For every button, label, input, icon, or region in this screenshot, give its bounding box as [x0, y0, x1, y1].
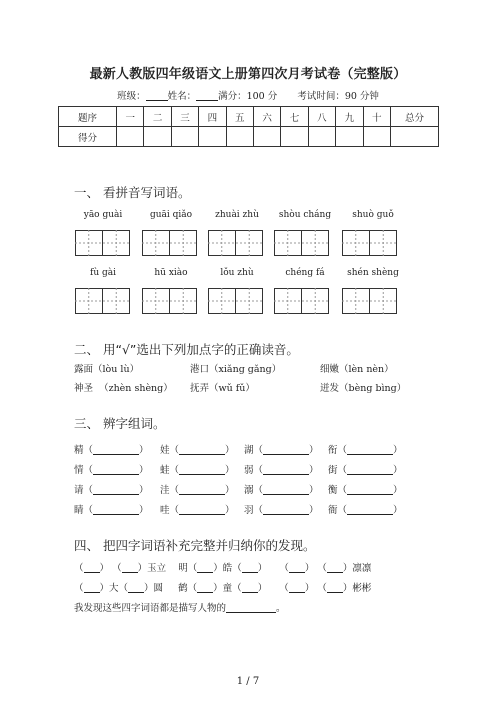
- answer-blank[interactable]: [179, 484, 225, 495]
- base-char: 哇: [160, 505, 170, 516]
- reading-word: 迸发: [320, 383, 340, 394]
- base-char: 湖: [244, 445, 254, 456]
- idiom-text: ）: [304, 563, 315, 574]
- char-group[interactable]: 湖（ ）: [244, 445, 319, 456]
- discovery-prefix: 我发现这些四字词语都是描写人物的: [74, 603, 227, 614]
- reading-choices: （zhèn shèng）: [99, 383, 173, 394]
- name-blank: [196, 90, 218, 101]
- pinyin-label: lǒu zhù: [220, 268, 254, 278]
- answer-blank[interactable]: [263, 484, 309, 495]
- answer-blank[interactable]: [263, 444, 309, 455]
- idiom-text: ）凛凛: [342, 563, 372, 574]
- score-header-cell: 十: [363, 107, 390, 127]
- answer-blank[interactable]: [84, 582, 100, 593]
- score-header-cell: 题序: [59, 107, 117, 127]
- pinyin-label: guāi qiǎo: [149, 210, 193, 220]
- score-cell[interactable]: [253, 127, 280, 147]
- idiom-text: ）: [99, 563, 110, 574]
- reading-word: 露面: [74, 364, 94, 375]
- answer-blank[interactable]: [347, 444, 393, 455]
- reading-choices: （lèn nèn）: [339, 364, 394, 375]
- idiom-text: 鹤（: [178, 583, 198, 594]
- pinyin-label: shuò guǒ: [352, 210, 394, 220]
- score-table: [58, 106, 439, 147]
- base-char: 衔: [328, 445, 338, 456]
- idiom-row: [74, 560, 371, 574]
- reading-option[interactable]: [190, 380, 255, 394]
- pinyin-label: shén shèng: [347, 268, 399, 278]
- class-blank: [146, 90, 168, 101]
- base-char: 衡: [328, 485, 338, 496]
- answer-blank[interactable]: [128, 582, 144, 593]
- idiom-text: （: [279, 563, 289, 574]
- base-char: 弱: [244, 465, 254, 476]
- base-char: 街: [328, 465, 338, 476]
- score-header-cell: 九: [336, 107, 363, 127]
- writing-grid[interactable]: [75, 288, 130, 314]
- time-label: 考试时间：90 分钟: [297, 91, 379, 102]
- char-group[interactable]: 羽（ ）: [244, 505, 319, 516]
- idiom-text: ）: [304, 583, 315, 594]
- idiom-text: ）皓（: [213, 563, 242, 574]
- reading-word: 港口: [190, 364, 210, 375]
- reading-option[interactable]: [190, 361, 281, 375]
- writing-grid[interactable]: [142, 288, 197, 314]
- score-header-cell: 六: [253, 107, 280, 127]
- pinyin-label: chéng fá: [285, 268, 325, 278]
- answer-blank[interactable]: [327, 562, 343, 573]
- reading-choices: （bèng bìng）: [339, 383, 407, 394]
- answer-blank[interactable]: [242, 562, 258, 573]
- char-group[interactable]: 洼（ ）: [160, 485, 235, 496]
- char-group[interactable]: 情（ ）: [74, 465, 149, 476]
- score-header-cell: 四: [199, 107, 226, 127]
- char-group[interactable]: 溺（ ）: [244, 485, 319, 496]
- writing-grid[interactable]: [208, 230, 263, 256]
- base-char: 蛙: [160, 465, 170, 476]
- idiom-text: ）玉立: [137, 563, 167, 574]
- pinyin-label: fù gài: [90, 268, 116, 278]
- answer-blank[interactable]: [263, 504, 309, 515]
- char-group[interactable]: 请（ ）: [74, 485, 149, 496]
- writing-grid[interactable]: [208, 288, 263, 314]
- section-3-heading: 三、 辨字组词。: [74, 416, 166, 431]
- writing-grid[interactable]: [342, 230, 397, 256]
- answer-blank[interactable]: [347, 504, 393, 515]
- reading-option[interactable]: [320, 361, 394, 375]
- score-cell[interactable]: [363, 127, 390, 147]
- writing-grid[interactable]: [274, 230, 329, 256]
- score-cell[interactable]: [308, 127, 335, 147]
- idiom-text: ）彬彬: [342, 583, 372, 594]
- reading-word: 抚弄: [190, 383, 210, 394]
- base-char: 洼: [160, 485, 170, 496]
- char-group[interactable]: 精（ ）: [74, 445, 149, 456]
- base-char: 娃: [160, 445, 170, 456]
- idiom-text: （: [317, 583, 327, 594]
- reading-word: 神圣: [74, 383, 94, 394]
- score-label: 满分：100 分: [218, 91, 278, 102]
- base-char: 睛: [74, 505, 84, 516]
- score-cell[interactable]: [391, 127, 439, 147]
- score-header-cell: 二: [144, 107, 171, 127]
- reading-choices: （wǔ fǔ）: [209, 383, 255, 394]
- answer-blank[interactable]: [289, 582, 305, 593]
- reading-choices: （lòu lù）: [93, 364, 140, 375]
- char-group[interactable]: 娃（ ）: [160, 445, 235, 456]
- section-2-heading: 二、 用“√”选出下列加点字的正确读音。: [74, 342, 299, 357]
- idiom-text: ）圆: [144, 583, 164, 594]
- writing-grid[interactable]: [75, 230, 130, 256]
- score-header-cell: 五: [226, 107, 253, 127]
- idiom-text: （: [317, 563, 327, 574]
- answer-blank[interactable]: [93, 444, 139, 455]
- section-1-heading: 一、 看拼音写词语。: [74, 185, 191, 200]
- reading-word: 细嫩: [320, 364, 340, 375]
- pinyin-label: shòu cháng: [278, 210, 332, 220]
- answer-blank[interactable]: [84, 562, 100, 573]
- score-header-cell: 一: [117, 107, 144, 127]
- base-char: 情: [74, 465, 84, 476]
- answer-blank[interactable]: [179, 444, 225, 455]
- reading-choices: （xiǎng gǎng）: [209, 364, 282, 375]
- char-group[interactable]: 街（ ）: [328, 465, 403, 476]
- score-cell[interactable]: [199, 127, 226, 147]
- char-group[interactable]: 弱（ ）: [244, 465, 319, 476]
- discovery-line: [74, 600, 286, 614]
- base-char: 溺: [244, 485, 254, 496]
- score-header-cell: 七: [281, 107, 308, 127]
- char-group[interactable]: 睛（ ）: [74, 505, 149, 516]
- answer-blank[interactable]: [226, 602, 276, 613]
- base-char: 精: [74, 445, 84, 456]
- idiom-text: （: [74, 563, 84, 574]
- score-cell[interactable]: [117, 127, 144, 147]
- score-row-label: 得分: [59, 127, 117, 147]
- base-char: 请: [74, 485, 84, 496]
- char-group[interactable]: 衙（ ）: [328, 505, 403, 516]
- idiom-text: （: [279, 583, 289, 594]
- score-header-cell: 三: [171, 107, 198, 127]
- pinyin-label: hū xiào: [154, 268, 188, 278]
- answer-blank[interactable]: [347, 484, 393, 495]
- reading-option[interactable]: [74, 380, 173, 394]
- char-group[interactable]: 衔（ ）: [328, 445, 403, 456]
- writing-grid[interactable]: [274, 288, 329, 314]
- writing-grid[interactable]: [342, 288, 397, 314]
- idiom-text: ）: [257, 563, 268, 574]
- score-table-header: [59, 107, 439, 127]
- answer-blank[interactable]: [289, 562, 305, 573]
- idiom-text: （: [74, 583, 84, 594]
- answer-blank[interactable]: [93, 504, 139, 515]
- answer-blank[interactable]: [122, 562, 138, 573]
- class-label: 班级：: [117, 91, 146, 102]
- answer-blank[interactable]: [263, 464, 309, 475]
- exam-info: [0, 88, 496, 102]
- pinyin-label: yāo guài: [83, 210, 123, 220]
- idiom-text: ）: [257, 583, 268, 594]
- score-cell[interactable]: [144, 127, 171, 147]
- discovery-suffix: 。: [276, 603, 286, 614]
- char-group[interactable]: 哇（ ）: [160, 505, 235, 516]
- answer-blank[interactable]: [347, 464, 393, 475]
- answer-blank[interactable]: [93, 484, 139, 495]
- section-4-heading: 四、 把四字词语补充完整并归纳你的发现。: [74, 538, 316, 553]
- idiom-row: [74, 580, 371, 594]
- base-char: 羽: [244, 505, 254, 516]
- answer-blank[interactable]: [327, 582, 343, 593]
- score-cell[interactable]: [281, 127, 308, 147]
- score-header-cell: 八: [308, 107, 335, 127]
- score-cell[interactable]: [226, 127, 253, 147]
- page-number: 1 / 7: [236, 676, 260, 687]
- name-label: 姓名：: [167, 91, 197, 102]
- idiom-text: 明（: [178, 563, 198, 574]
- answer-blank[interactable]: [179, 464, 225, 475]
- base-char: 衙: [328, 505, 338, 516]
- char-group[interactable]: 衡（ ）: [328, 485, 403, 496]
- idiom-text: ）大（: [99, 583, 129, 594]
- writing-grid[interactable]: [142, 230, 197, 256]
- pinyin-label: zhuài zhù: [215, 210, 259, 220]
- reading-option[interactable]: [320, 380, 406, 394]
- page-title: 最新人教版四年级语文上册第四次月考试卷（完整版）: [89, 67, 407, 82]
- score-table-row: [59, 127, 439, 147]
- answer-blank[interactable]: [197, 562, 213, 573]
- score-cell[interactable]: [171, 127, 198, 147]
- answer-blank[interactable]: [179, 504, 225, 515]
- reading-option[interactable]: [74, 361, 139, 375]
- answer-blank[interactable]: [242, 582, 258, 593]
- idiom-text: ）童（: [213, 583, 242, 594]
- char-group[interactable]: 蛙（ ）: [160, 465, 235, 476]
- idiom-text: （: [112, 563, 122, 574]
- answer-blank[interactable]: [93, 464, 139, 475]
- score-header-cell: 总分: [391, 107, 439, 127]
- answer-blank[interactable]: [197, 582, 213, 593]
- score-cell[interactable]: [336, 127, 363, 147]
